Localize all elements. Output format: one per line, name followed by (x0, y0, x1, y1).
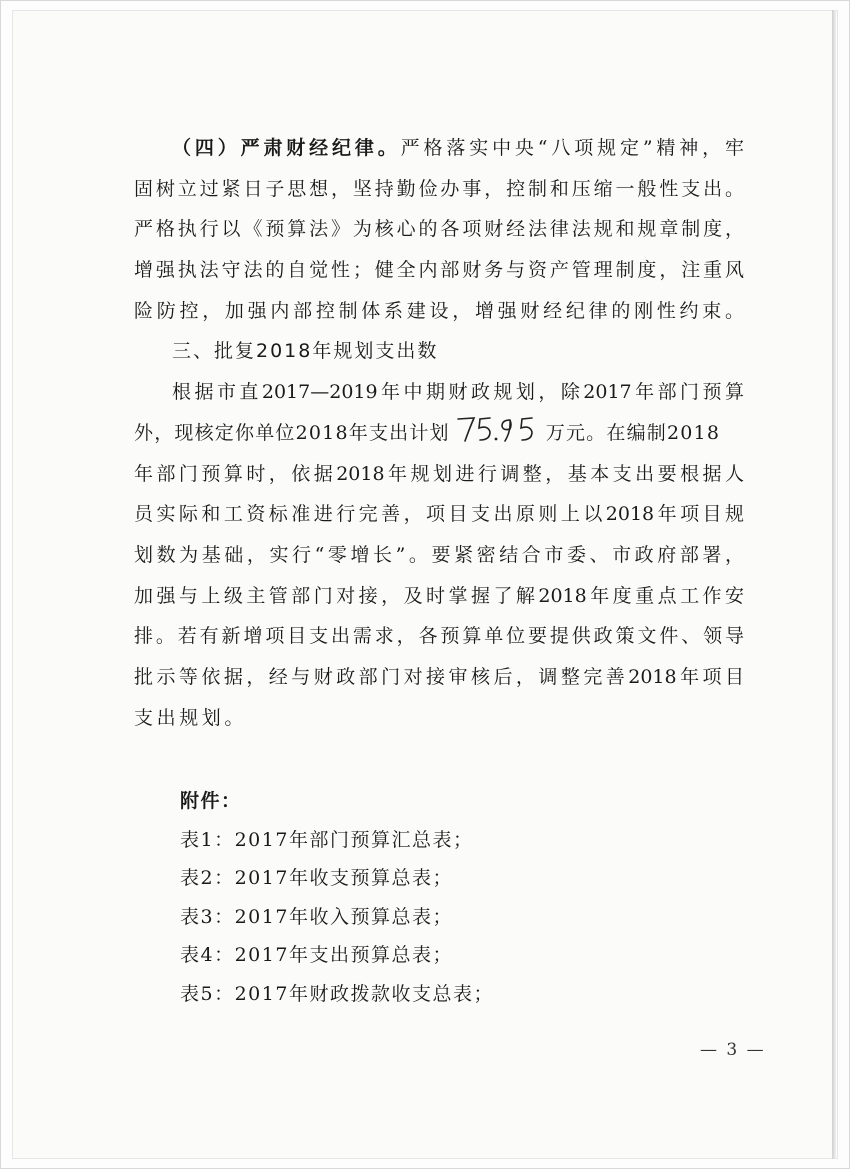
paragraph4-text: 严格落实中央“八项规定”精神，牢 (400, 137, 744, 159)
attachment-item: 表4：2017年支出预算总表； (180, 944, 453, 967)
section3-line-8: 批示等依据，经与财政部门对接审核后，调整完善2018年项目 (134, 665, 744, 688)
paragraph4-line-1 (134, 128, 744, 169)
section3-heading: 三、批复2018年规划支出数 (172, 340, 439, 363)
section3-line-1: 根据市直2017—2019年中期财政规划，除2017年部门预算 (172, 381, 744, 404)
page-edge-shadow (832, 10, 836, 1159)
attachment-item: 表1：2017年部门预算汇总表； (180, 828, 474, 851)
section3-line-3: 年部门预算时，依据2018年规划进行调整，基本支出要根据人 (134, 462, 744, 485)
handwritten-amount-icon (450, 413, 546, 447)
section3-line-4: 员实际和工资标准进行完善，项目支出原则上以2018年项目规 (134, 503, 744, 526)
paragraph4-lead: （四）严肃财经纪律。 (172, 137, 401, 159)
section3-line-5: 划数为基础，实行“零增长”。要紧密结合市委、市政府部署， (134, 543, 744, 566)
handwritten-amount (450, 417, 546, 447)
section3-line-2-start: 外，现核定你单位2018年支出计划 (134, 421, 450, 444)
spacer (134, 738, 744, 782)
paragraph4-line-3: 严格执行以《预算法》为核心的各项财经法律法规和规章制度， (134, 218, 744, 241)
section3-line-2 (134, 413, 744, 454)
attachment-item: 表2：2017年收支预算总表； (180, 867, 453, 890)
document-body (134, 128, 744, 1013)
paragraph4-line-2: 固树立过紧日子思想，坚持勤俭办事，控制和压缩一般性支出。 (134, 177, 744, 200)
paragraph4-line-5: 险防控，加强内部控制体系建设，增强财经纪律的刚性约束。 (134, 299, 744, 322)
section3-line-9: 支出规划。 (134, 706, 248, 729)
paragraph4-line-4: 增强执法守法的自觉性；健全内部财务与资产管理制度，注重风 (134, 259, 744, 282)
attachment-item: 表5：2017年财政拨款收支总表； (180, 982, 494, 1005)
section3-line-7: 排。若有新增项目支出需求，各预算单位要提供政策文件、领导 (134, 625, 744, 648)
section3-line-6: 加强与上级主管部门对接，及时掌握了解2018年度重点工作安 (134, 584, 744, 607)
page-number: — 3 — (700, 1040, 766, 1060)
attachments-title: 附件： (180, 790, 242, 813)
section3-line-2-end: 万元。在编制2018 (545, 421, 721, 444)
attachment-item: 表3：2017年收入预算总表； (180, 905, 453, 928)
